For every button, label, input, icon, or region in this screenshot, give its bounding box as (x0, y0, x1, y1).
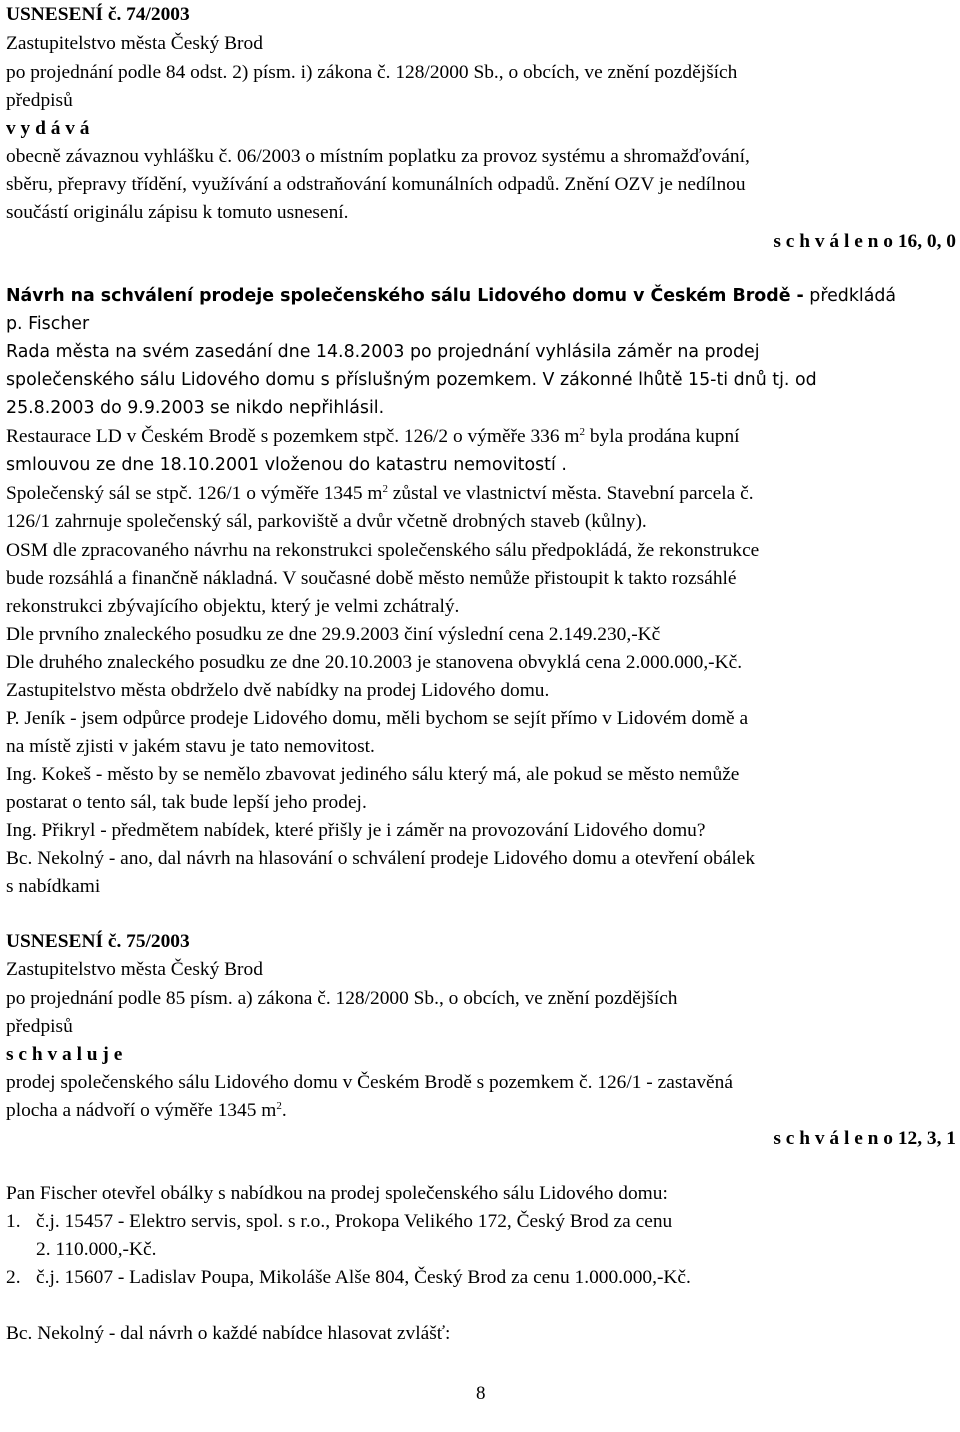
proposal-line: Zastupitelstvo města obdrželo dvě nabídky na prodej Lidového domu. (6, 680, 550, 701)
proposal-line: smlouvou ze dne 18.10.2001 vloženou do katastru nemovitostí . (6, 455, 567, 475)
proposal-line: s nabídkami (6, 876, 101, 897)
proposal-line: Bc. Nekolný - ano, dal návrh na hlasování o schválení prodeje Lidového domu a otevření obálek (6, 848, 756, 869)
resolution-75-body-line: Zastupitelstvo města Český Brod (6, 959, 263, 980)
proposal-line-part: zůstal ve vlastnictví města. Stavební parcela č. (387, 483, 754, 504)
proposal-line (6, 425, 740, 449)
proposal-line-part: Společenský sál se stpč. 126/1 o výměře 1345 m (6, 483, 383, 504)
offer-1-text: č.j. 15457 - Elektro servis, spol. s r.o., Prokopa Velikého 172, Český Brod za cenu (36, 1211, 673, 1232)
resolution-74-body-line: předpisů (6, 90, 73, 111)
proposal-line: bude rozsáhlá a finančně nákladná. V současné době město nemůže přistoupit k takto rozsáhlé (6, 568, 737, 589)
resolution-75-body-line: po projednání podle 85 písm. a) zákona č. 128/2000 Sb., o obcích, ve znění pozdějších (6, 988, 678, 1009)
resolution-75-body-line: předpisů (6, 1016, 73, 1037)
proposal-line: Dle druhého znaleckého posudku ze dne 20.10.2003 je stanovena obvyklá cena 2.000.000,-Kč. (6, 652, 743, 673)
resolution-74-body-line: obecně závaznou vyhlášku č. 06/2003 o místním poplatku za provoz systému a shromažďování, (6, 146, 750, 167)
offer-1-number: 1. (6, 1211, 21, 1232)
resolution-75-title: USNESENÍ č. 75/2003 (6, 931, 190, 952)
superscript: 2 (382, 483, 388, 495)
proposal-line: OSM dle zpracovaného návrhu na rekonstrukci společenského sálu předpokládá, že rekonstrukce (6, 540, 760, 561)
superscript: 2 (276, 1100, 282, 1112)
offer-2-number: 2. (6, 1267, 21, 1288)
proposal-heading-tail: předkládá (803, 286, 897, 306)
proposal-line-part: Restaurace LD v Českém Brodě s pozemkem stpč. 126/2 o výměře 336 m (6, 426, 580, 447)
proposal-line-part: byla prodána kupní (585, 426, 740, 447)
resolution-74-body-line: Zastupitelstvo města Český Brod (6, 33, 263, 54)
proposal-line: rekonstrukci zbývajícího objektu, který je velmi zchátralý. (6, 596, 460, 617)
proposal-line: Ing. Přikryl - předmětem nabídek, které přišly je i záměr na provozování Lidového domu? (6, 820, 706, 841)
proposal-line: postarat o tento sál, tak bude lepší jeho prodej. (6, 792, 367, 813)
resolution-75-body-line (6, 1099, 287, 1123)
resolution-75-verb: s c h v a l u j e (6, 1044, 123, 1065)
offer-2-text: č.j. 15607 - Ladislav Poupa, Mikoláše Alše 804, Český Brod za cenu 1.000.000,-Kč. (36, 1267, 691, 1288)
proposal-line: Ing. Kokeš - město by se nemělo zbavovat jediného sálu který má, ale pokud se město nemůže (6, 764, 740, 785)
resolution-74-verb: v y d á v á (6, 118, 90, 139)
proposal-line (6, 482, 754, 506)
proposal-line: Rada města na svém zasedání dne 14.8.2003 po projednání vyhlásila záměr na prodej (6, 342, 760, 362)
proposal-line: společenského sálu Lidového domu s příslušným pozemkem. V zákonné lhůtě 15-ti dnů tj. od (6, 370, 817, 390)
resolution-75-body-line: prodej společenského sálu Lidového domu v Českém Brodě s pozemkem č. 126/1 - zastavěná (6, 1072, 733, 1093)
resolution-75-vote: s c h v á l e n o 12, 3, 1 (773, 1128, 956, 1149)
resolution-74-title: USNESENÍ č. 74/2003 (6, 4, 190, 25)
resolution-75-line-part: . (281, 1100, 287, 1121)
resolution-74-vote: s c h v á l e n o 16, 0, 0 (773, 231, 956, 252)
proposal-heading (6, 284, 896, 308)
proposal-line: Dle prvního znaleckého posudku ze dne 29.9.2003 činí výslední cena 2.149.230,-Kč (6, 624, 661, 645)
resolution-74-body-line: sběru, přepravy třídění, využívání a odstraňování komunálních odpadů. Znění OZV je nedílnou (6, 174, 746, 195)
superscript: 2 (579, 426, 586, 438)
proposal-line: p. Fischer (6, 314, 90, 334)
resolution-74-body-line: po projednání podle 84 odst. 2) písm. i) zákona č. 128/2000 Sb., o obcích, ve znění pozdějších (6, 62, 738, 83)
page-number: 8 (476, 1383, 486, 1404)
offers-closing: Bc. Nekolný - dal návrh o každé nabídce hlasovat zvlášť: (6, 1323, 451, 1344)
proposal-line: 126/1 zahrnuje společenský sál, parkoviště a dvůr včetně drobných staveb (kůlny). (6, 511, 647, 532)
proposal-line: P. Jeník - jsem odpůrce prodeje Lidového domu, měli bychom se sejít přímo v Lidovém domě a (6, 708, 749, 729)
resolution-75-line-part: plocha a nádvoří o výměře 1345 m (6, 1100, 277, 1121)
offers-intro: Pan Fischer otevřel obálky s nabídkou na prodej společenského sálu Lidového domu: (6, 1183, 668, 1204)
proposal-line: na místě zjisti v jakém stavu je tato nemovitost. (6, 736, 375, 757)
resolution-74-body-line: součástí originálu zápisu k tomuto usnesení. (6, 202, 349, 223)
proposal-heading-bold: Návrh na schválení prodeje společenského sálu Lidového domu v Českém Brodě - (6, 286, 804, 306)
offer-1-continuation: 2. 110.000,-Kč. (36, 1239, 157, 1260)
proposal-line: 25.8.2003 do 9.9.2003 se nikdo nepřihlásil. (6, 398, 385, 418)
